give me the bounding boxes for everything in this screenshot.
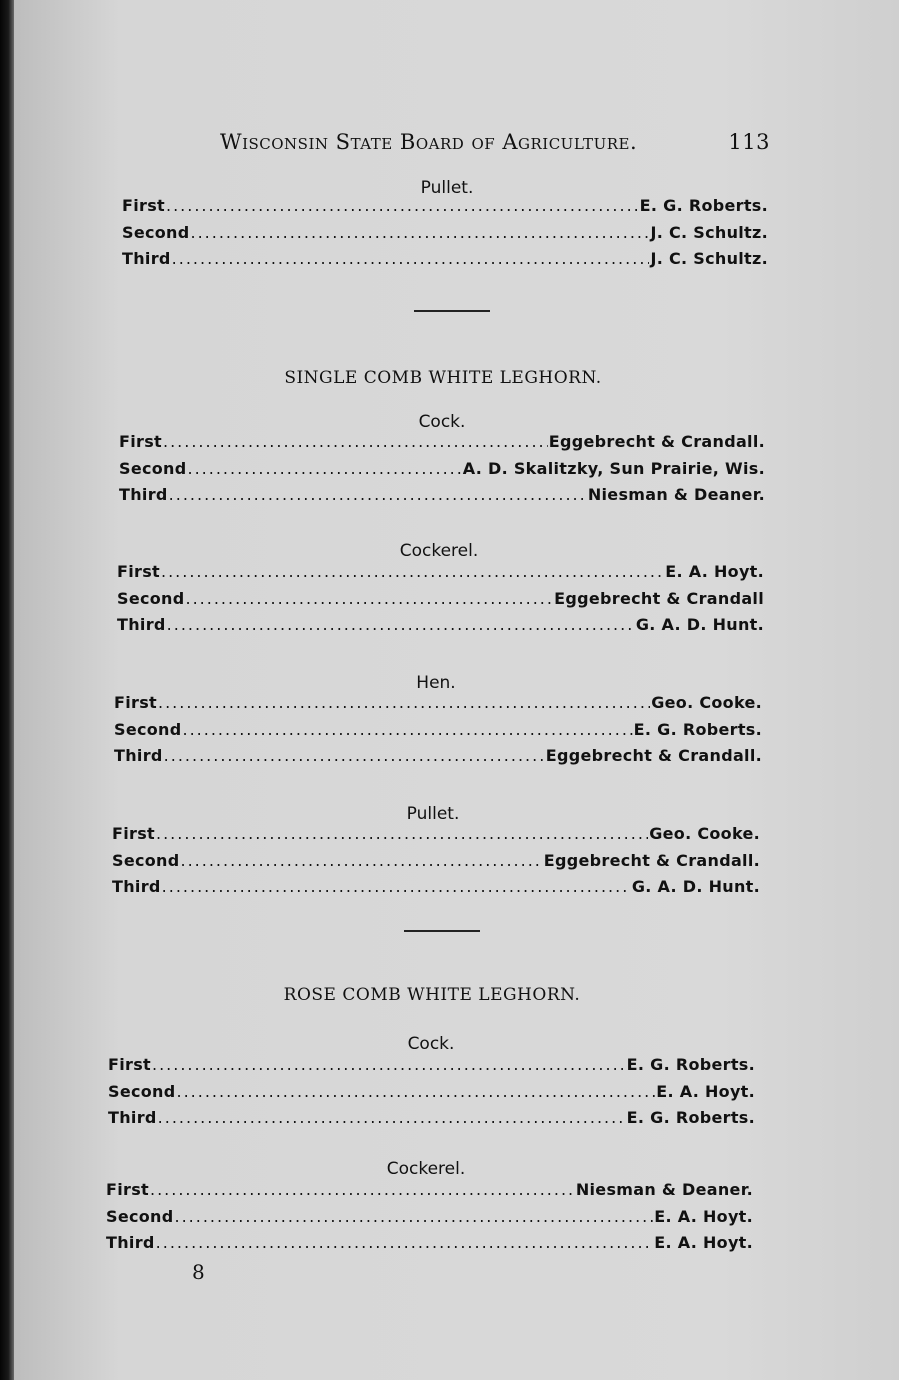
section-divider-rule — [414, 310, 490, 312]
award-place: Second — [112, 850, 180, 870]
award-winner: Eggebrecht & Crandall — [554, 588, 764, 608]
page-number: 113 — [728, 130, 770, 154]
dot-leader — [188, 459, 462, 478]
class-heading: Cockerel. — [399, 541, 479, 561]
dot-leader — [175, 1207, 654, 1226]
dot-leader — [164, 746, 545, 765]
dot-leader — [186, 589, 554, 608]
award-row — [106, 1207, 753, 1226]
award-winner: E. A. Hoyt. — [654, 1206, 753, 1226]
award-row — [108, 1055, 755, 1074]
award-row — [108, 1108, 755, 1127]
award-place: Third — [114, 746, 163, 765]
award-row — [106, 1233, 753, 1252]
award-row — [108, 1082, 755, 1101]
award-place: Second — [117, 588, 185, 608]
award-row — [112, 824, 760, 843]
dot-leader — [181, 851, 543, 870]
award-winner: Geo. Cooke. — [651, 693, 762, 712]
award-winner: E. A. Hoyt. — [654, 1233, 753, 1252]
dot-leader — [162, 877, 631, 896]
award-place: Second — [106, 1206, 174, 1226]
award-winner: J. C. Schultz. — [650, 249, 768, 268]
award-winner: Eggebrecht & Crandall. — [545, 746, 762, 765]
award-place: First — [112, 824, 155, 843]
award-winner: E. G. Roberts. — [639, 196, 768, 215]
dot-leader — [152, 1055, 626, 1074]
class-heading: Hen. — [416, 673, 456, 693]
award-winner: Eggebrecht & Crandall. — [548, 432, 765, 451]
award-winner: E. A. Hoyt. — [665, 562, 764, 581]
running-header-title: Wisconsin State Board of Agriculture. — [220, 130, 638, 154]
dot-leader — [167, 615, 635, 634]
award-row — [119, 485, 765, 504]
class-heading: Pullet. — [406, 804, 460, 824]
award-place: Second — [108, 1081, 176, 1101]
award-row — [122, 196, 768, 215]
award-place: Third — [122, 249, 171, 268]
award-row — [117, 562, 764, 581]
award-row — [119, 432, 765, 451]
award-place: First — [106, 1180, 149, 1199]
award-place: Third — [119, 485, 168, 504]
award-winner: Niesman & Deaner. — [575, 1180, 753, 1199]
class-heading: Cock. — [418, 412, 466, 432]
award-winner: E. G. Roberts. — [626, 1055, 755, 1074]
class-heading: Cockerel. — [386, 1159, 466, 1179]
dot-leader — [169, 485, 587, 504]
award-winner: Eggebrecht & Crandall. — [543, 850, 760, 870]
award-row — [114, 720, 762, 739]
award-winner: G. A. D. Hunt. — [631, 877, 760, 896]
section-divider-rule — [404, 930, 480, 932]
running-header — [220, 130, 770, 154]
award-row — [112, 877, 760, 896]
dot-leader — [161, 562, 664, 581]
award-winner: E. G. Roberts. — [626, 1108, 755, 1127]
award-row — [112, 851, 760, 870]
breed-heading: ROSE COMB WHITE LEGHORN. — [283, 985, 581, 1005]
award-place: First — [108, 1055, 151, 1074]
award-place: Third — [117, 615, 166, 634]
folio-signature-mark: 8 — [192, 1260, 205, 1284]
award-place: Second — [122, 222, 190, 242]
award-row — [122, 223, 768, 242]
dot-leader — [163, 432, 548, 451]
dot-leader — [172, 249, 650, 268]
dot-leader — [156, 1233, 654, 1252]
dot-leader — [158, 693, 650, 712]
award-winner: Niesman & Deaner. — [587, 485, 765, 504]
award-row — [114, 746, 762, 765]
award-row — [122, 249, 768, 268]
award-winner: E. A. Hoyt. — [656, 1081, 755, 1101]
award-place: First — [122, 196, 165, 215]
award-place: First — [119, 432, 162, 451]
award-place: Third — [112, 877, 161, 896]
award-place: Third — [108, 1108, 157, 1127]
book-spine-shadow — [0, 0, 14, 1380]
award-row — [114, 693, 762, 712]
breed-heading: SINGLE COMB WHITE LEGHORN. — [284, 368, 602, 388]
class-heading: Pullet. — [420, 178, 474, 198]
award-winner: E. G. Roberts. — [633, 719, 762, 739]
award-place: First — [114, 693, 157, 712]
award-winner: G. A. D. Hunt. — [635, 615, 764, 634]
award-place: Second — [114, 719, 182, 739]
award-place: Second — [119, 458, 187, 478]
class-heading: Cock. — [407, 1034, 455, 1054]
award-place: Third — [106, 1233, 155, 1252]
dot-leader — [156, 824, 648, 843]
award-winner: A. D. Skalitzky, Sun Prairie, Wis. — [462, 458, 765, 478]
dot-leader — [150, 1180, 575, 1199]
dot-leader — [183, 720, 633, 739]
dot-leader — [177, 1082, 656, 1101]
dot-leader — [191, 223, 650, 242]
award-row — [117, 615, 764, 634]
award-winner: J. C. Schultz. — [650, 222, 768, 242]
award-row — [119, 459, 765, 478]
award-place: First — [117, 562, 160, 581]
dot-leader — [158, 1108, 626, 1127]
award-row — [106, 1180, 753, 1199]
dot-leader — [166, 196, 639, 215]
award-row — [117, 589, 764, 608]
award-winner: Geo. Cooke. — [649, 824, 760, 843]
